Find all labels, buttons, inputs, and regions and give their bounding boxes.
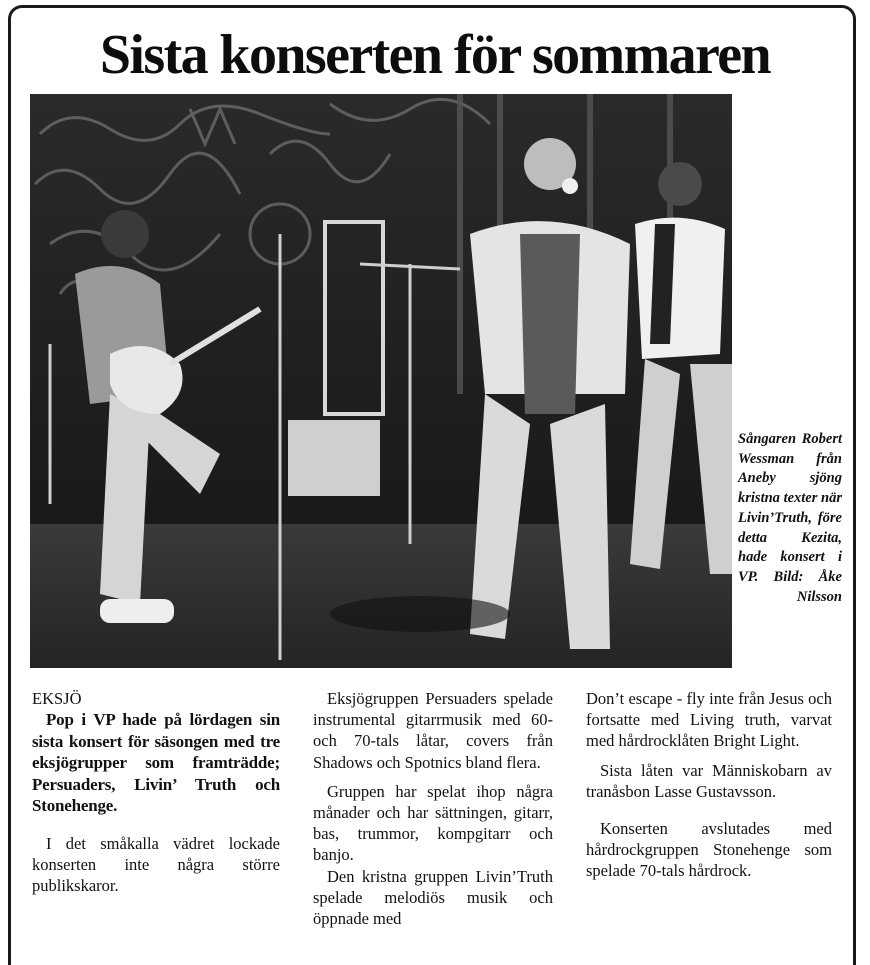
body-paragraph: Gruppen har spelat ihop några månader och har sättningen, gitarr, bas, trummor, kompgitarr och banjo. — [313, 781, 553, 865]
body-paragraph: I det småkalla vädret lockade konserten inte några större publikskaror. — [32, 833, 280, 896]
lead-paragraph: Pop i VP hade på lördagen sin sista konsert för säsongen med tre eksjögrupper som framträdde; Persuaders, Livin’ Truth och Stonehenge. — [32, 710, 280, 816]
amp-box — [288, 420, 380, 496]
concert-photo — [30, 94, 732, 668]
dateline: EKSJÖ — [32, 689, 82, 708]
body-paragraph: Konserten avslutades med hårdrockgruppen Stonehenge som spelade 70-tals hårdrock. — [586, 819, 832, 881]
article-column-3 — [586, 688, 832, 882]
headline: Sista konserten för sommaren — [99, 24, 771, 86]
concert-photo-drawing — [30, 94, 732, 668]
body-paragraph: Don’t escape - fly inte från Jesus och fortsatte med Living truth, varvat med hårdrocklåten Bright Light. — [586, 689, 832, 751]
body-paragraph: Den kristna gruppen Livin’Truth spelade melodiös musik och öppnade med — [313, 866, 553, 929]
body-paragraph: Eksjögruppen Persuaders spelade instrumental gitarrmusik med 60- och 70-tals låtar, covers från Shadows och Spotnics bland flera. — [313, 689, 553, 772]
photo-caption: Sångaren Robert Wessman från Aneby sjöng kristna texter när Livin’Truth, före detta Kezita, hade konsert i VP. Bild: Åke Nilsson — [738, 431, 842, 605]
body-paragraph: Sista låten var Människobarn av tranåsbon Lasse Gustavsson. — [586, 760, 832, 801]
article-column-2 — [313, 688, 553, 929]
article-column-1 — [32, 688, 280, 896]
